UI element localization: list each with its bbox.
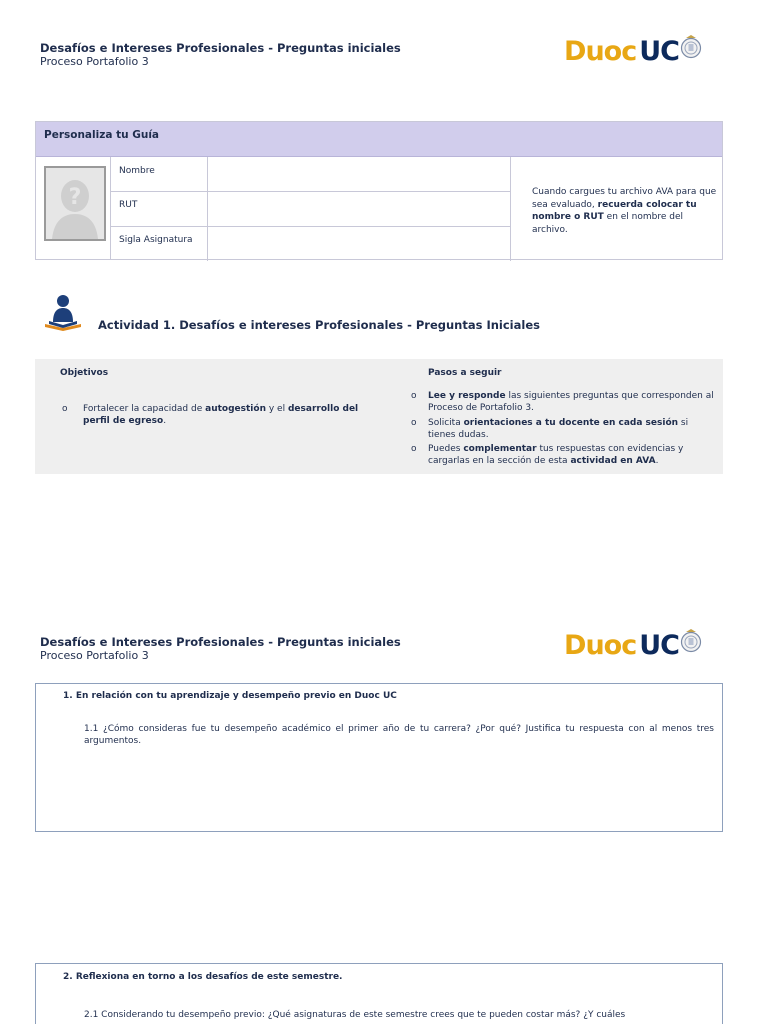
note-text: en el nombre del archivo. [532, 212, 683, 235]
document-title: Desafíos e Intereses Profesionales - Preguntas iniciales [40, 41, 401, 55]
question-text[interactable]: 1.1 ¿Cómo consideras fue tu desempeño académico el primer año de tu carrera? ¿Por qué? Justifica tu respuesta con al menos tres argumentos. [84, 724, 714, 746]
user-placeholder-icon [46, 168, 104, 239]
page-header [40, 629, 728, 675]
upload-note [532, 186, 720, 236]
photo-cell [36, 157, 111, 260]
question-box-1 [35, 683, 723, 832]
sigla-asignatura-field[interactable] [208, 226, 511, 261]
document-subtitle: Proceso Portafolio 3 [40, 55, 149, 68]
step-bold: actividad en AVA [570, 455, 656, 466]
objective-bold: autogestión [205, 404, 266, 414]
question-heading: 1. En relación con tu aprendizaje y desempeño previo en Duoc UC [63, 691, 397, 701]
step-text: . [655, 455, 659, 466]
question-text[interactable]: 2.1 Considerando tu desempeño previo: ¿Qué asignaturas de este semestre crees que te pueden costar más? ¿Y cuáles [84, 1010, 626, 1020]
field-label-nombre: Nombre [111, 157, 208, 192]
step-bold: complementar [463, 444, 537, 454]
page-header [40, 35, 728, 81]
steps-heading: Pasos a seguir [428, 368, 502, 378]
crest-icon [680, 629, 702, 653]
rut-field[interactable] [208, 191, 511, 226]
objective-bold: desarrollo del perfil de egreso [83, 404, 359, 426]
document-title: Desafíos e Intereses Profesionales - Preguntas iniciales [40, 635, 401, 649]
objective-item [83, 404, 383, 427]
step-text: las siguientes preguntas que corresponden al Proceso de Portafolio 3. [428, 391, 714, 413]
step-item [428, 418, 718, 441]
svg-text:?: ? [68, 185, 82, 210]
logo-uc-text: UC [639, 35, 679, 67]
field-label-rut: RUT [111, 191, 208, 226]
bullet: o [411, 391, 417, 401]
duoc-uc-logo [564, 31, 702, 71]
objective-text: Fortalecer la capacidad de [83, 404, 203, 414]
objectives-steps-panel [35, 359, 723, 474]
personaliza-title: Personaliza tu Guía [36, 122, 722, 157]
step-bold: Lee y responde [428, 391, 506, 401]
activity-title: Actividad 1. Desafíos e intereses Profesionales - Preguntas Iniciales [98, 318, 540, 332]
note-bold: recuerda colocar tu nombre o RUT [532, 199, 697, 222]
objective-text: y el [268, 404, 286, 414]
step-bold: orientaciones a tu docente en cada sesión [463, 418, 679, 428]
document-subtitle: Proceso Portafolio 3 [40, 649, 149, 662]
bullet: o [411, 418, 417, 428]
step-item [428, 391, 718, 414]
objectives-heading: Objetivos [60, 368, 109, 378]
objective-text: . [163, 415, 167, 426]
note-text: Cuando cargues tu archivo AVA para que sea evaluado, [532, 187, 717, 210]
field-label-sigla: Sigla Asignatura [111, 226, 208, 261]
question-box-2 [35, 963, 723, 1024]
photo-placeholder[interactable] [44, 166, 106, 241]
logo-duoc-text: Duoc [564, 35, 637, 67]
student-reading-icon [43, 294, 85, 332]
personaliza-guia-panel [35, 121, 723, 260]
step-item [428, 444, 718, 467]
nombre-field[interactable] [208, 157, 511, 192]
bullet: o [411, 444, 417, 454]
question-heading: 2. Reflexiona en torno a los desafíos de este semestre. [63, 972, 343, 982]
step-text: si tienes dudas. [428, 418, 689, 440]
duoc-uc-logo [564, 625, 702, 665]
crest-icon [680, 35, 702, 59]
step-text: Puedes [428, 444, 461, 454]
step-text: tus respuestas con evidencias y cargarlas en la sección de esta [428, 444, 684, 466]
bullet: o [62, 404, 68, 414]
logo-uc-text: UC [639, 629, 679, 661]
logo-duoc-text: Duoc [564, 629, 637, 661]
step-text: Solicita [428, 418, 461, 428]
